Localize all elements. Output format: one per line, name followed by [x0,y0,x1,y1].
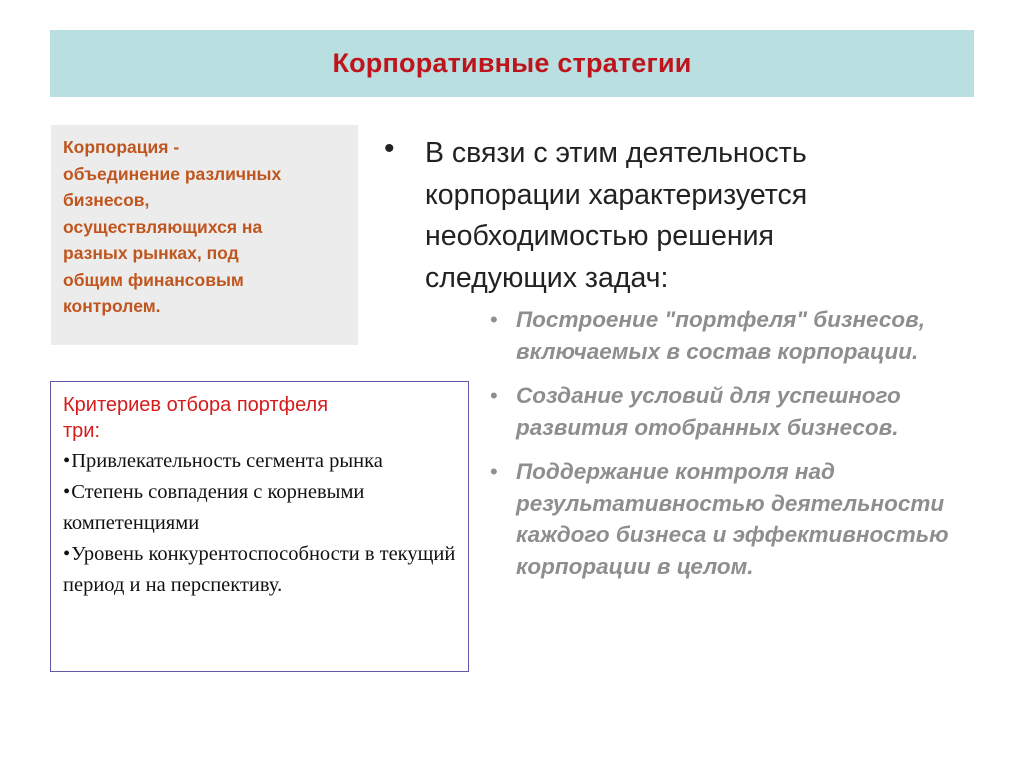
criteria-item [63,477,458,539]
slide-title: Корпоративные стратегии [332,48,692,78]
task-item [488,304,968,367]
bullet-icon: • [490,383,498,408]
task-item [488,380,968,443]
definition-line: Корпорация - [63,137,180,157]
task-item-text: Построение "портфеля" бизнесов, включаемых в состав корпорации. [516,307,925,364]
criteria-title [63,392,458,444]
criteria-item [63,539,458,601]
main-statement-line: необходимостью решения [425,220,774,252]
task-item-text: Поддержание контроля над результативностью деятельности каждого бизнеса и эффективностью корпорации в целом. [516,459,949,579]
definition-box [51,125,358,345]
criteria-list [63,446,458,601]
definition-line: общим финансовым [63,269,244,290]
title-banner [50,30,974,97]
main-bullet: • [384,132,395,165]
definition-line: осуществляющихся на [63,216,263,237]
definition-line: разных рынках, под [63,243,239,263]
main-statement [425,133,945,299]
tasks-list [488,304,968,595]
criteria-item-text: Степень совпадения с корневыми компетенциями [63,481,365,534]
definition-line: контролем. [63,296,161,316]
criteria-item-text: Уровень конкурентоспособности в текущий период и на перспективу. [63,543,456,596]
main-statement-line: следующих задач: [425,261,669,294]
main-statement-line: В связи с этим деятельность [425,137,807,169]
definition-line: объединение различных [63,163,282,184]
criteria-title-line: три: [63,420,101,442]
bullet-icon: • [63,543,71,565]
task-item [488,456,968,582]
task-item-text: Создание условий для успешного развития отобранных бизнесов. [516,383,901,440]
definition-line: бизнесов, [63,190,150,210]
criteria-box [50,381,469,672]
bullet-icon: • [63,481,71,503]
bullet-icon: • [490,459,498,484]
definition-text [63,134,346,320]
criteria-title-line: Критериев отбора портфеля [63,394,329,416]
bullet-icon: • [490,307,498,332]
criteria-item [63,446,458,477]
main-statement-line: корпорации характеризуется [425,178,808,211]
bullet-icon: • [63,450,71,472]
criteria-item-text: Привлекательность сегмента рынка [71,450,383,472]
